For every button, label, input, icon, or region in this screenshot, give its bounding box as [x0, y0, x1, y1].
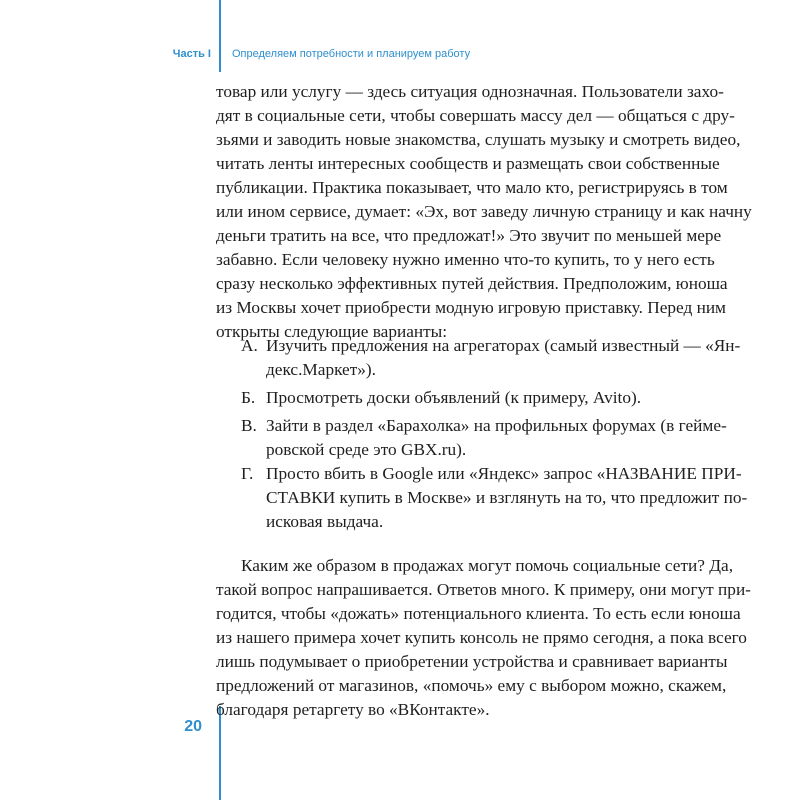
text-line: ровской среде это GBX.ru).: [266, 440, 467, 459]
text-line: такой вопрос напрашивается. Ответов много. К примеру, они могут при-: [216, 580, 751, 599]
text-line: лишь подумывает о приобретении устройства и сравнивает варианты: [216, 652, 728, 671]
list-marker: Б.: [241, 388, 256, 407]
text-line: зьями и заводить новые знакомства, слушать музыку и смотреть видео,: [216, 130, 741, 149]
page-number: 20: [184, 718, 202, 735]
list-marker: А.: [241, 336, 258, 355]
text-line: деньги тратить на все, что предложат!» Это звучит по меньшей мере: [216, 226, 722, 245]
margin-rule-top: [219, 0, 221, 72]
text-line: сразу несколько эффективных путей действия. Предположим, юноша: [216, 274, 728, 293]
paragraph-2: [216, 554, 751, 722]
text-line: Просто вбить в Google или «Яндекс» запрос «НАЗВАНИЕ ПРИ-: [266, 464, 742, 483]
text-line: дят в социальные сети, чтобы совершать массу дел — общаться с дру-: [216, 106, 735, 125]
text-line: Изучить предложения на агрегаторах (самый известный — «Ян-: [266, 336, 741, 355]
text-line: забавно. Если человеку нужно именно что-то купить, то у него есть: [216, 250, 715, 269]
text-line: или ином сервисе, думает: «Эх, вот заведу личную страницу и как начну: [216, 202, 752, 221]
paragraph-1: [216, 80, 752, 344]
text-line: исковая выдача.: [266, 512, 384, 531]
list-marker: Г.: [241, 464, 254, 483]
text-line: годится, чтобы «дожать» потенциального клиента. То есть если юноша: [216, 604, 741, 623]
text-line: СТАВКИ купить в Москве» и взглянуть на то, что предложит по-: [266, 488, 748, 507]
running-header-title: Определяем потребности и планируем работу: [232, 48, 471, 60]
text-line: из нашего примера хочет купить консоль не прямо сегодня, а пока всего: [216, 628, 747, 647]
text-line: публикации. Практика показывает, что мало кто, регистрируясь в том: [216, 178, 728, 197]
text-line: товар или услугу — здесь ситуация однозначная. Пользователи захо-: [216, 82, 724, 101]
text-line: читать ленты интересных сообществ и размещать свои собственные: [216, 154, 720, 173]
text-line: Каким же образом в продажах могут помочь социальные сети? Да,: [241, 556, 734, 575]
text-line: декс.Маркет»).: [266, 360, 376, 379]
text-line: предложений от магазинов, «помочь» ему с выбором можно, скажем,: [216, 676, 727, 695]
text-line: открыты следующие варианты:: [216, 322, 448, 341]
text-line: Просмотреть доски объявлений (к примеру, Avito).: [266, 388, 642, 407]
text-line: Зайти в раздел «Барахолка» на профильных форумах (в геймe-: [266, 416, 727, 435]
list-marker: В.: [241, 416, 257, 435]
running-header-part: Часть I: [172, 48, 211, 60]
text-line: из Москвы хочет приобрести модную игровую приставку. Перед ним: [216, 298, 726, 317]
text-line: благодаря ретаргету во «ВКонтакте».: [216, 700, 490, 719]
